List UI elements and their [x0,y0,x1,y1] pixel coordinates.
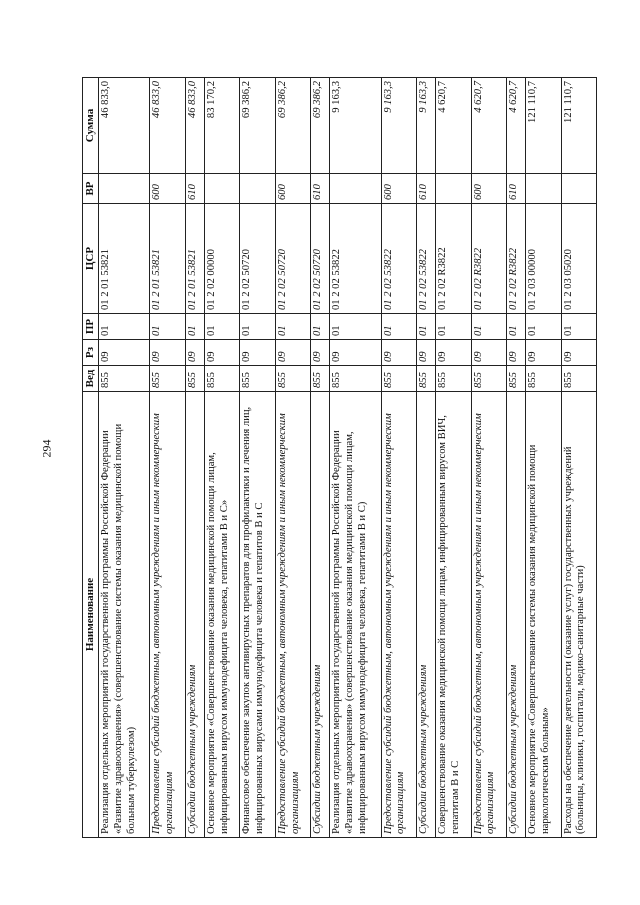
cell-sum: 4 620,7 [471,78,506,174]
cell-csr: 01 2 03 00000 [526,204,561,314]
cell-sum: 121 110,7 [561,78,596,174]
header-ved: Вед [83,366,99,392]
cell-name: Основное мероприятие «Совершенствование системы оказания медицинской помощи наркологическим больным» [526,392,561,838]
cell-pr: 01 [381,314,416,340]
cell-name: Совершенствование оказания медицинской помощи лицам, инфицированным вирусом ВИЧ, гепатитам B и C [436,392,471,838]
cell-ved: 855 [240,366,275,392]
cell-csr: 01 2 01 53821 [185,204,204,314]
cell-csr: 01 2 02 53822 [381,204,416,314]
cell-pr: 01 [436,314,471,340]
cell-rz: 09 [381,340,416,366]
cell-vr: 600 [150,174,185,204]
cell-ved: 855 [330,366,381,392]
cell-rz: 09 [99,340,150,366]
cell-csr: 01 2 02 R3822 [436,204,471,314]
cell-rz: 09 [471,340,506,366]
cell-vr [436,174,471,204]
header-csr: ЦСР [83,204,99,314]
cell-csr: 01 2 02 R3822 [471,204,506,314]
table-row [381,78,416,838]
table-row [311,78,330,838]
cell-sum: 9 163,3 [330,78,381,174]
cell-sum: 69 386,2 [311,78,330,174]
cell-rz: 09 [185,340,204,366]
cell-csr: 01 2 02 53822 [416,204,435,314]
cell-csr: 01 2 02 53822 [330,204,381,314]
table-row [185,78,204,838]
cell-name: Субсидии бюджетным учреждениям [185,392,204,838]
cell-rz: 09 [240,340,275,366]
cell-name: Финансовое обеспечение закупок антивирусных препаратов для профилактики и лечения лиц, инфицированных вирусами иммунодефицита человека и гепатитов B и C [240,392,275,838]
cell-sum: 4 620,7 [506,78,525,174]
table-row [99,78,150,838]
cell-sum: 9 163,3 [381,78,416,174]
cell-pr: 01 [99,314,150,340]
cell-pr: 01 [506,314,525,340]
table-row [436,78,471,838]
cell-csr: 01 2 02 50720 [275,204,310,314]
cell-name: Субсидии бюджетным учреждениям [311,392,330,838]
table-row [205,78,240,838]
cell-ved: 855 [150,366,185,392]
cell-csr: 01 2 01 53821 [150,204,185,314]
cell-pr: 01 [330,314,381,340]
cell-vr [205,174,240,204]
cell-rz: 09 [436,340,471,366]
table-row [330,78,381,838]
cell-pr: 01 [240,314,275,340]
table-row [526,78,561,838]
cell-name: Субсидии бюджетным учреждениям [416,392,435,838]
rotated-page-content [82,78,597,838]
cell-pr: 01 [311,314,330,340]
table-row [561,78,596,838]
cell-rz: 09 [150,340,185,366]
budget-table [82,77,597,838]
cell-vr: 610 [185,174,204,204]
header-row [83,78,99,838]
table-row [240,78,275,838]
header-pr: ПР [83,314,99,340]
cell-sum: 83 170,2 [205,78,240,174]
cell-name: Субсидии бюджетным учреждениям [506,392,525,838]
cell-rz: 09 [416,340,435,366]
cell-sum: 46 833,0 [99,78,150,174]
cell-rz: 09 [311,340,330,366]
cell-pr: 01 [185,314,204,340]
cell-csr: 01 2 01 53821 [99,204,150,314]
cell-vr: 610 [416,174,435,204]
table-row [275,78,310,838]
cell-ved: 855 [471,366,506,392]
cell-vr: 600 [471,174,506,204]
cell-sum: 46 833,0 [185,78,204,174]
cell-vr [240,174,275,204]
cell-name: Реализация отдельных мероприятий государственной программы Российской Федерации «Развитие здравоохранения» (совершенствование системы оказания медицинской помощи больным туберкулезом) [99,392,150,838]
cell-sum: 69 386,2 [240,78,275,174]
cell-pr: 01 [561,314,596,340]
cell-pr: 01 [150,314,185,340]
header-name: Наименование [83,392,99,838]
cell-rz: 09 [526,340,561,366]
cell-sum: 121 110,7 [526,78,561,174]
cell-ved: 855 [381,366,416,392]
cell-name: Предоставление субсидий бюджетным, автономным учреждениям и иным некоммерческим организациям [471,392,506,838]
cell-ved: 855 [99,366,150,392]
cell-ved: 855 [436,366,471,392]
cell-vr: 610 [311,174,330,204]
cell-csr: 01 2 02 50720 [240,204,275,314]
cell-sum: 4 620,7 [436,78,471,174]
cell-csr: 01 2 02 50720 [311,204,330,314]
cell-name: Предоставление субсидий бюджетным, автономным учреждениям и иным некоммерческим организациям [150,392,185,838]
cell-ved: 855 [416,366,435,392]
cell-name: Предоставление субсидий бюджетным, автономным учреждениям и иным некоммерческим организациям [381,392,416,838]
cell-name: Предоставление субсидий бюджетным, автономным учреждениям и иным некоммерческим организациям [275,392,310,838]
cell-rz: 09 [275,340,310,366]
cell-pr: 01 [526,314,561,340]
cell-csr: 01 2 03 05020 [561,204,596,314]
cell-name: Основное мероприятие «Совершенствование оказания медицинской помощи лицам, инфицированным вирусом иммунодефицита человека, гепатитами B и C» [205,392,240,838]
table-body [99,78,597,838]
cell-csr: 01 2 02 R3822 [506,204,525,314]
cell-ved: 855 [205,366,240,392]
cell-rz: 09 [506,340,525,366]
cell-vr [330,174,381,204]
table-header [83,78,99,838]
cell-ved: 855 [506,366,525,392]
cell-pr: 01 [275,314,310,340]
cell-name: Расходы на обеспечение деятельности (оказание услуг) государственных учреждений (больницы, клиники, госпитали, медико-санитарные части) [561,392,596,838]
header-sum: Сумма [83,78,99,174]
cell-rz: 09 [561,340,596,366]
cell-vr [526,174,561,204]
cell-csr: 01 2 02 00000 [205,204,240,314]
table-row [471,78,506,838]
cell-pr: 01 [471,314,506,340]
header-rz: Рз [83,340,99,366]
cell-ved: 855 [311,366,330,392]
table-row [416,78,435,838]
cell-sum: 69 386,2 [275,78,310,174]
cell-pr: 01 [205,314,240,340]
table-row [150,78,185,838]
cell-rz: 09 [205,340,240,366]
cell-sum: 46 833,0 [150,78,185,174]
cell-ved: 855 [275,366,310,392]
page-number: 294 [39,439,54,458]
cell-name: Реализация отдельных мероприятий государственной программы Российской Федерации «Развитие здравоохранения» (совершенствование оказания медицинской помощи лицам, инфицированным вирусом иммунодефицита человека, гепатитами B и C) [330,392,381,838]
cell-pr: 01 [416,314,435,340]
cell-vr: 600 [381,174,416,204]
cell-vr [561,174,596,204]
cell-vr [99,174,150,204]
cell-ved: 855 [561,366,596,392]
cell-vr: 610 [506,174,525,204]
cell-vr: 600 [275,174,310,204]
cell-ved: 855 [185,366,204,392]
cell-rz: 09 [330,340,381,366]
cell-sum: 9 163,3 [416,78,435,174]
cell-ved: 855 [526,366,561,392]
table-row [506,78,525,838]
header-vr: ВР [83,174,99,204]
